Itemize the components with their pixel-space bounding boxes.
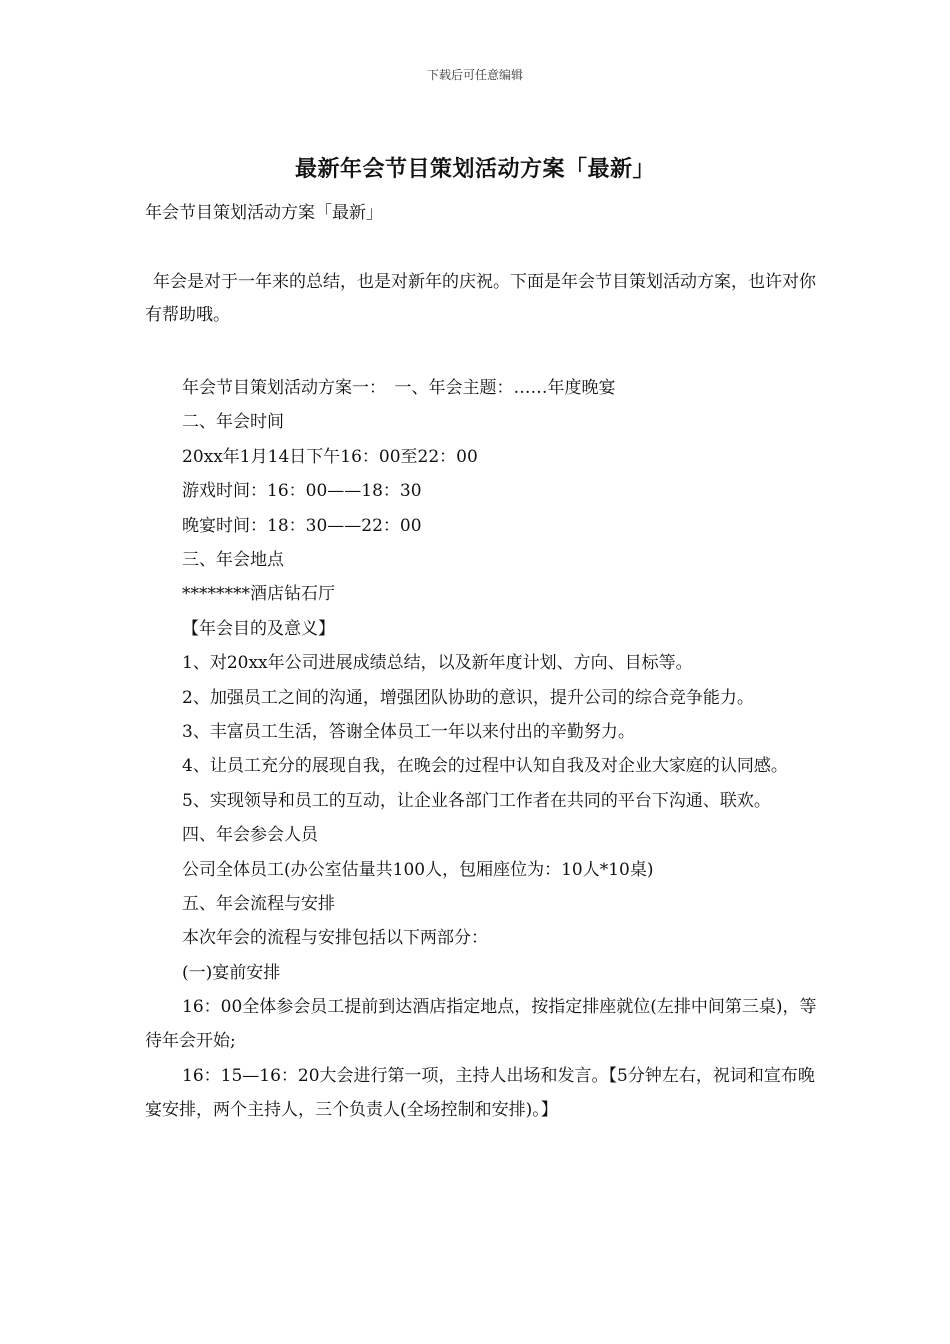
agenda-paragraph: 16：15—16：20大会进行第一项，主持人出场和发言。【5分钟左右，祝词和宣布晚宴安排，两个主持人，三个负责人(全场控制和安排)。】 — [145, 1065, 815, 1121]
list-item-paragraph: 5、实现领导和员工的互动，让企业各部门工作者在共同的平台下沟通、联欢。 — [182, 790, 771, 811]
list-item: 2、加强员工之间的沟通，增强团队协助的意识，提升公司的综合竞争能力。 — [182, 687, 754, 708]
list-item-paragraph: 4、让员工充分的展现自我，在晚会的过程中认知自我及对企业大家庭的认同感。 — [182, 756, 788, 777]
section-line: 年会节目策划活动方案一： 一、年会主题：……年度晚宴 — [182, 378, 616, 398]
body-line: ********酒店钻石厅 — [182, 584, 335, 605]
section-heading-attendees: 四、年会参会人员 — [182, 825, 318, 846]
body-line: 公司全体员工(办公室估量共100人，包厢座位为：10人*10桌) — [182, 859, 654, 880]
body-line: 晚宴时间：18：30——22：00 — [182, 515, 422, 536]
section-heading-time: 二、年会时间 — [182, 412, 284, 433]
document-title: 最新年会节目策划活动方案「最新」 — [294, 156, 655, 182]
document-body — [145, 371, 825, 1128]
sub-heading: (一)宴前安排 — [182, 962, 281, 983]
body-line: 本次年会的流程与安排包括以下两部分： — [182, 928, 488, 949]
body-line: 游戏时间：16：00——18：30 — [182, 481, 422, 502]
section-heading-agenda: 五、年会流程与安排 — [182, 893, 335, 914]
intro-paragraph: 年会是对于一年来的总结，也是对新年的庆祝。下面是年会节目策划活动方案，也许对你有帮助哦。 — [145, 272, 816, 325]
section-heading-purpose: 【年会目的及意义】 — [182, 618, 335, 639]
header-note: 下载后可任意编辑 — [426, 68, 523, 82]
list-item: 1、对20xx年公司进展成绩总结，以及新年度计划、方向、目标等。 — [182, 653, 693, 674]
document-subtitle: 年会节目策划活动方案「最新」 — [145, 203, 383, 223]
list-item: 3、丰富员工生活，答谢全体员工一年以来付出的辛勤努力。 — [182, 721, 635, 742]
agenda-paragraph: 16：00全体参会员工提前到达酒店指定地点，按指定排座就位(左排中间第三桌)，等待年会开始; — [145, 997, 817, 1052]
section-heading-location: 三、年会地点 — [182, 549, 284, 570]
body-line: 20xx年1月14日下午16：00至22：00 — [182, 446, 478, 467]
